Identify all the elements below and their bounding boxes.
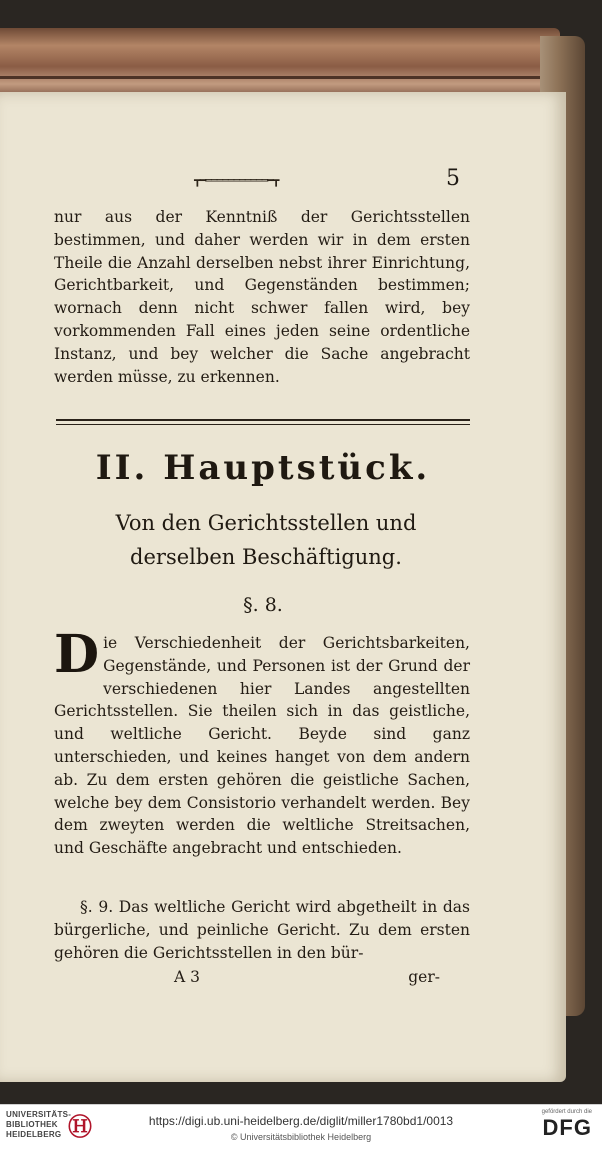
divider-rule-thin (56, 424, 470, 425)
catchword: ger- (408, 968, 440, 986)
divider-rule-thick (56, 419, 470, 421)
drop-cap: D (54, 624, 100, 685)
page-header (190, 168, 460, 192)
institution-line-3: HEIDELBERG (6, 1130, 62, 1139)
paragraph-section-8 (54, 624, 470, 860)
dfg-logo-text: DFG (542, 1115, 592, 1140)
library-emblem-icon: Ⓗ (68, 1114, 92, 1141)
page-number: 5 (446, 166, 460, 191)
paragraph-intro: nur aus der Kenntniß der Gerichtsstellen bestimmen, und daher werden wir in dem ersten Theile die Anzahl derselben nebst ihrer Einrichtung, Gerichtbarkeit, und Gegenständen bestimmen; wornach denn nicht schwer fallen wird, bey vorkommenden Fall eines jeden seine ordentliche Instanz, und bey welcher die Sache angebracht werden müsse, zu erkennen. (54, 208, 470, 386)
funder-caption: gefördert durch die (541, 1109, 592, 1115)
chapter-subtitle: Von den Gerichtsstellen und derselben Beschäftigung. (115, 511, 417, 569)
institution-line-2: BIBLIOTHEK (6, 1120, 58, 1129)
page-footer-line (54, 968, 470, 992)
dfg-funder-logo[interactable] (532, 1109, 592, 1141)
institution-line-1: UNIVERSITÄTS- (6, 1110, 72, 1119)
viewer-footer (0, 1104, 602, 1150)
permalink[interactable]: https://digi.ub.uni-heidelberg.de/diglit/miller1780bd1/0013 (148, 1114, 454, 1128)
signature-mark: A 3 (174, 968, 200, 986)
copyright-notice: © Universitätsbibliothek Heidelberg (230, 1132, 372, 1142)
section-heading: §. 8. (243, 594, 283, 616)
paragraph-section-8-text: ie Verschiedenheit der Gerichtsbarkeiten, Gegenstände, und Personen ist der Grund der verschiedenen hier Landes angestellten Gerichtsstellen. Sie theilen sich in das geistliche, und weltliche Gericht. Beyde sind ganz unterschieden, und keines hanget von dem andern ab. Zu dem ersten gehören die geistliche Sachen, welche bey dem Consistorio verhandelt werden. Bey dem zweyten werden die weltliche Streitsachen, und Geschäfte angebracht und entschieden. (54, 634, 470, 858)
book-top-edge (0, 28, 560, 98)
chapter-title: II. Hauptstück. (95, 448, 431, 488)
book-page (0, 92, 566, 1082)
paragraph-section-9: §. 9. Das weltliche Gericht wird abgetheilt in das bürgerliche, und peinliche Gericht. Zu dem ersten gehören die Gerichtsstellen in den bür- (54, 898, 470, 962)
header-ornament: ┳━═══════════━┳ (194, 174, 279, 187)
